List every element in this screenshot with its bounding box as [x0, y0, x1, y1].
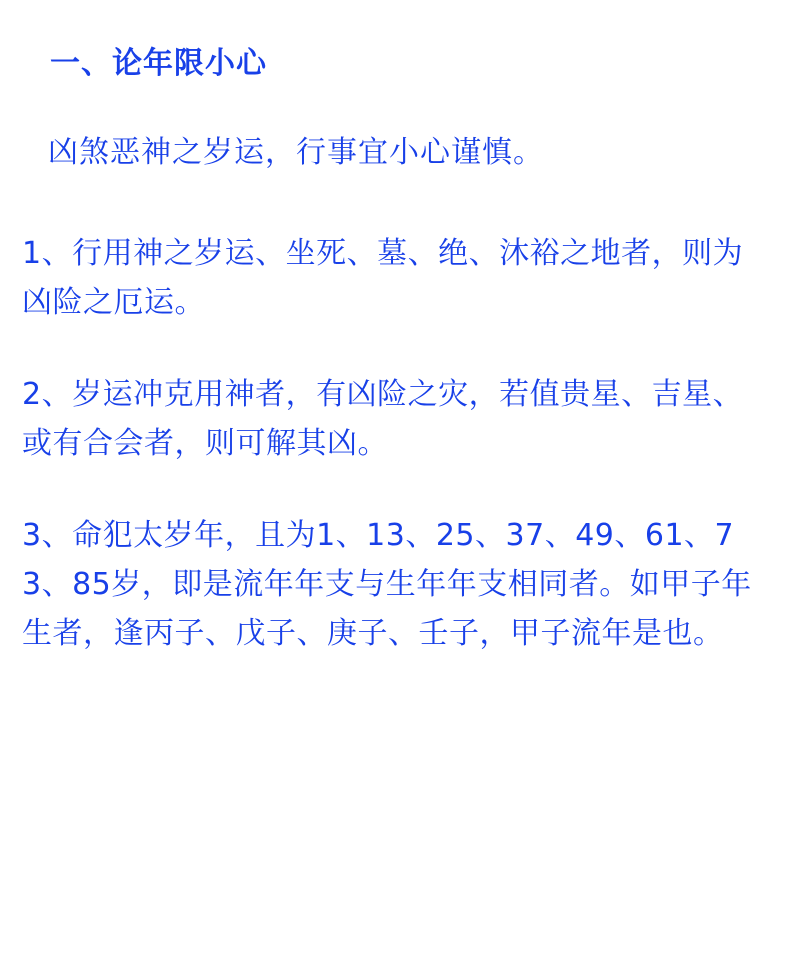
section-heading: 一、论年限小心	[50, 46, 267, 81]
body-paragraph-1: 1、行用神之岁运、坐死、墓、绝、沐裕之地者，则为凶险之厄运。	[22, 236, 744, 320]
body-paragraph-3: 3、命犯太岁年，且为1、13、25、37、49、61、73、85岁，即是流年年支与生年年支相同者。如甲子年生者，逢丙子、戊子、庚子、壬子，甲子流年是也。	[22, 518, 752, 651]
lead-paragraph: 凶煞恶神之岁运，行事宜小心谨慎。	[48, 134, 544, 170]
body-paragraph-2: 2、岁运冲克用神者，有凶险之灾，若值贵星、吉星、或有合会者，则可解其凶。	[22, 377, 744, 461]
